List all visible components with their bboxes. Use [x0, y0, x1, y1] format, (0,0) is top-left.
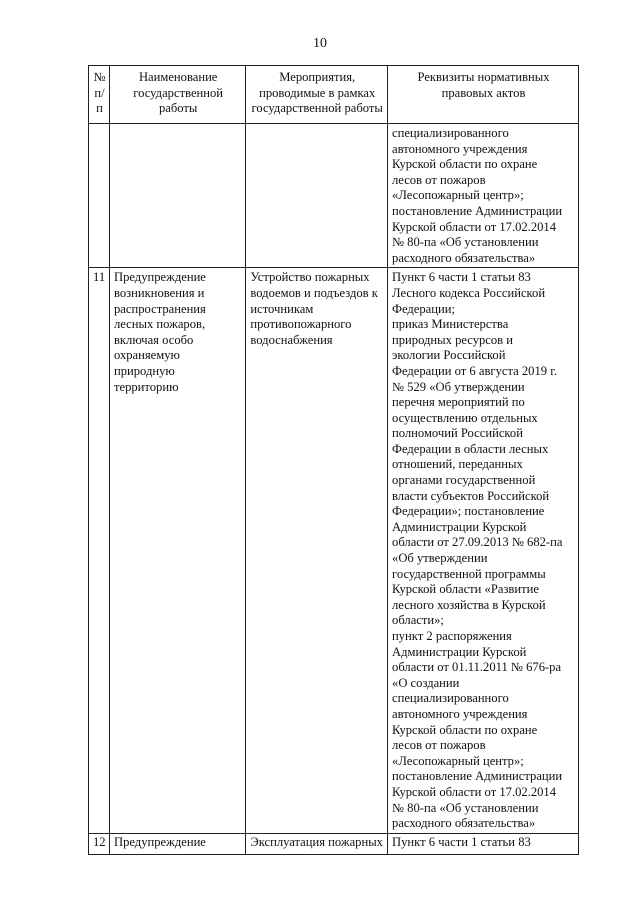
row-requisites: Пункт 6 части 1 статьи 83 Лесного кодекса Российской Федерации; приказ Министерства природных ресурсов и экологии Российской Федерации от 6 августа 2019 г. № 529 «Об утверждении перечня мероприятий по осуществлению отдельных полномочий Российской Федерации в области лесных отношений, переданных органами государственной власти субъектов Российской Федерации»; постановление Администрации Курской области от 27.09.2013 № 682-па «Об утверждении государственной программы Курской области «Развитие лесного хозяйства в Курской области»; пункт 2 распоряжения Администрации Курской области от 01.11.2011 № 676-ра «О создании специализированного автономного учреждения Курской области по охране лесов от пожаров «Лесопожарный центр»; постановление Администрации Курской области от 17.02.2014 № 80-па «Об установлении расходного обязательства» — [388, 268, 579, 833]
table-row — [89, 833, 579, 854]
row-activities: Устройство пожарных водоемов и подъездов к источникам противопожарного водоснабжения — [246, 268, 388, 833]
row-requisites: специализированного автономного учреждения Курской области по охране лесов от пожаров «Лесопожарный центр»; постановление Администрации Курской области от 17.02.2014 № 80-па «Об установлении расходного обязательства» — [388, 124, 579, 268]
row-num: 12 — [89, 833, 110, 854]
row-num — [89, 124, 110, 268]
row-num: 11 — [89, 268, 110, 833]
row-name — [109, 124, 245, 268]
header-activities: Мероприятия, проводимые в рамках государственной работы — [246, 66, 388, 124]
header-name: Наименование государственной работы — [109, 66, 245, 124]
row-activities: Эксплуатация пожарных — [246, 833, 388, 854]
row-requisites: Пункт 6 части 1 статьи 83 — [388, 833, 579, 854]
row-name: Предупреждение возникновения и распространения лесных пожаров, включая особо охраняемую природную территорию — [109, 268, 245, 833]
table-row — [89, 268, 579, 833]
row-name: Предупреждение — [109, 833, 245, 854]
page-number: 10 — [313, 36, 327, 51]
table-header-row — [89, 66, 579, 124]
regulations-table — [88, 65, 579, 855]
header-requisites: Реквизиты нормативных правовых актов — [388, 66, 579, 124]
header-num: № п/п — [89, 66, 110, 124]
table-row — [89, 124, 579, 268]
row-activities — [246, 124, 388, 268]
